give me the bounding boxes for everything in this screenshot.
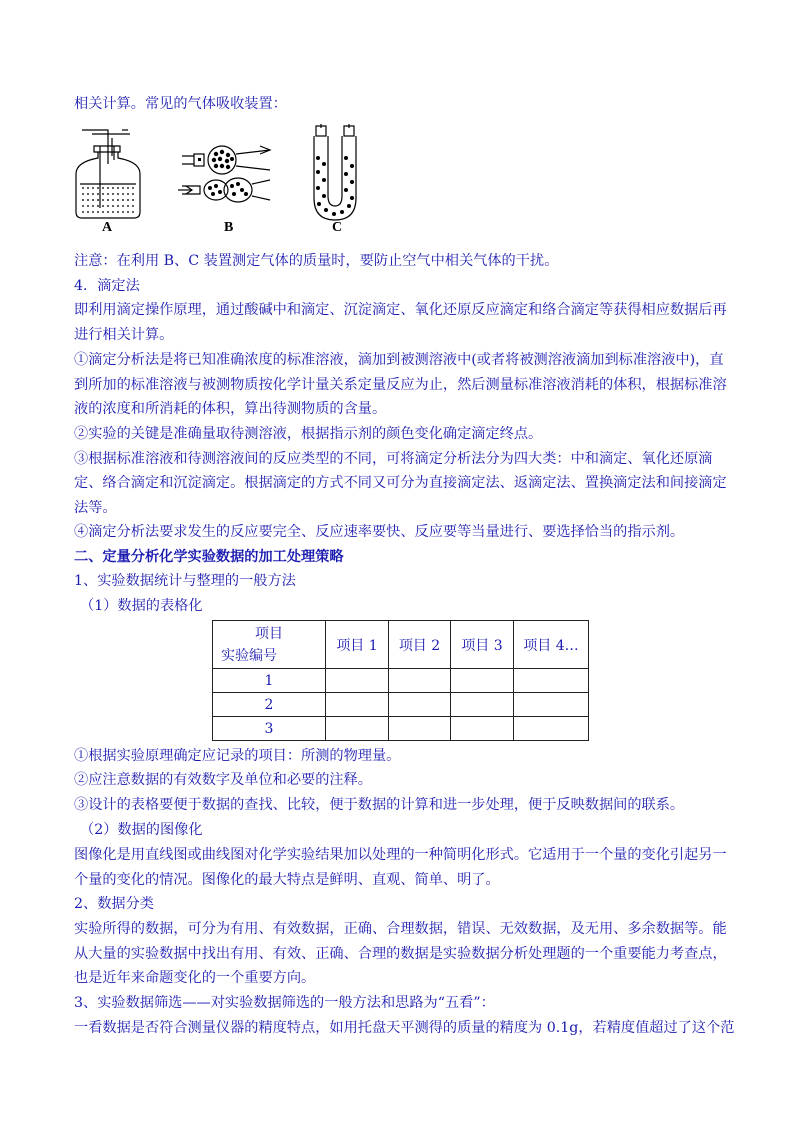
table-row <box>213 693 589 717</box>
text-line: 到所加的标准溶液与被测物质按化学计量关系定量反应为止，然后测量标准溶液消耗的体积，根据标准溶 <box>74 377 727 393</box>
table-header-cell: 项目 1 <box>326 621 389 669</box>
apparatus-label-a: A <box>102 220 113 235</box>
text-line: ④滴定分析法要求发生的反应要完全、反应速率要快、反应要等当量进行、要选择恰当的指示剂。 <box>74 524 685 540</box>
text-line: 一看数据是否符合测量仪器的精度特点，如用托盘天平测得的质量的精度为 0.1g，若精度值超过了这个范 <box>74 1020 735 1036</box>
row-number-cell: 3 <box>213 717 326 741</box>
text-line: ②应注意数据的有效数字及单位和必要的注释。 <box>74 772 372 788</box>
gas-absorption-apparatus-figure <box>70 124 370 238</box>
table-header-cell: 项目 2 <box>389 621 451 669</box>
text-line: 法等。 <box>74 500 117 516</box>
table-cell <box>451 693 514 717</box>
row-number-cell: 2 <box>213 693 326 717</box>
table-cell <box>514 693 589 717</box>
text-line: ②实验的关键是准确量取待测溶液，根据指示剂的颜色变化确定滴定终点。 <box>74 426 543 442</box>
table-corner-cell <box>213 621 326 669</box>
text-line: ①根据实验原理确定应记录的项目：所测的物理量。 <box>74 748 401 764</box>
apparatus-label-b: B <box>224 220 234 235</box>
table-cell <box>389 669 451 693</box>
data-table <box>212 620 589 741</box>
text-line: 定、络合滴定和沉淀滴定。根据滴定的方式不同又可分为直接滴定法、返滴定法、置换滴定法和间接滴定 <box>74 475 727 491</box>
table-cell <box>326 717 389 741</box>
text-line: ③根据标准溶液和待测溶液间的反应类型的不同，可将滴定分析法分为四大类：中和滴定、氧化还原滴 <box>74 451 713 467</box>
table-cell <box>514 669 589 693</box>
table-row <box>213 669 589 693</box>
text-line: ③设计的表格要便于数据的查找、比较，便于数据的计算和进一步处理，便于反映数据间的联系。 <box>74 797 685 813</box>
text-line: 实验所得的数据，可分为有用、有效数据，正确、合理数据，错误、无效数据，及无用、多余数据等。能 <box>74 921 727 937</box>
table-cell <box>326 693 389 717</box>
apparatus-drawing <box>70 124 370 238</box>
table-row <box>213 717 589 741</box>
subsection-heading: （1）数据的表格化 <box>80 598 203 614</box>
note-line: 注意：在利用 B、C 装置测定气体的质量时，要防止空气中相关气体的干扰。 <box>74 253 559 269</box>
text-line: 进行相关计算。 <box>74 327 174 343</box>
table-cell <box>451 717 514 741</box>
row-number-cell: 1 <box>213 669 326 693</box>
section-heading: 4．滴定法 <box>74 278 140 294</box>
table-cell <box>451 669 514 693</box>
text-line: 从大量的实验数据中找出有用、有效、正确、合理的数据是实验数据分析处理题的一个重要能力考查点， <box>74 946 727 962</box>
text-line: 液的浓度和所消耗的体积，算出待测物质的含量。 <box>74 401 387 417</box>
text-line: 图像化是用直线图或曲线图对化学实验结果加以处理的一种简明化形式。它适用于一个量的变化引起另一 <box>74 847 727 863</box>
corner-top-label: 项目 <box>255 625 283 642</box>
table-header-cell: 项目 4… <box>514 621 589 669</box>
table-cell <box>326 669 389 693</box>
subsection-heading: 2、数据分类 <box>74 896 154 912</box>
table-header-cell: 项目 3 <box>451 621 514 669</box>
corner-bottom-label: 实验编号 <box>221 647 277 664</box>
subsection-heading: 1、实验数据统计与整理的一般方法 <box>74 573 296 589</box>
table-cell <box>514 717 589 741</box>
text-line: 个量的变化的情况。图像化的最大特点是鲜明、直观、简单、明了。 <box>74 872 500 888</box>
table-cell <box>389 693 451 717</box>
subsection-heading: 3、实验数据筛选——对实验数据筛选的一般方法和思路为“五看”： <box>74 995 495 1011</box>
table-cell <box>389 717 451 741</box>
text-line: ①滴定分析法是将已知准确浓度的标准溶液，滴加到被测溶液中(或者将被测溶液滴加到标准溶液中)，直 <box>74 352 724 368</box>
text-line: 相关计算。常见的气体吸收装置： <box>74 96 287 112</box>
section-title: 二、定量分析化学实验数据的加工处理策略 <box>74 549 344 565</box>
text-line: 即利用滴定操作原理，通过酸碱中和滴定、沉淀滴定、氧化还原反应滴定和络合滴定等获得相应数据后再 <box>74 302 727 318</box>
apparatus-label-c: C <box>332 220 343 235</box>
table-header-row <box>213 621 589 669</box>
subsection-heading: （2）数据的图像化 <box>80 822 203 838</box>
text-line: 也是近年来命题变化的一个重要方向。 <box>74 970 316 986</box>
